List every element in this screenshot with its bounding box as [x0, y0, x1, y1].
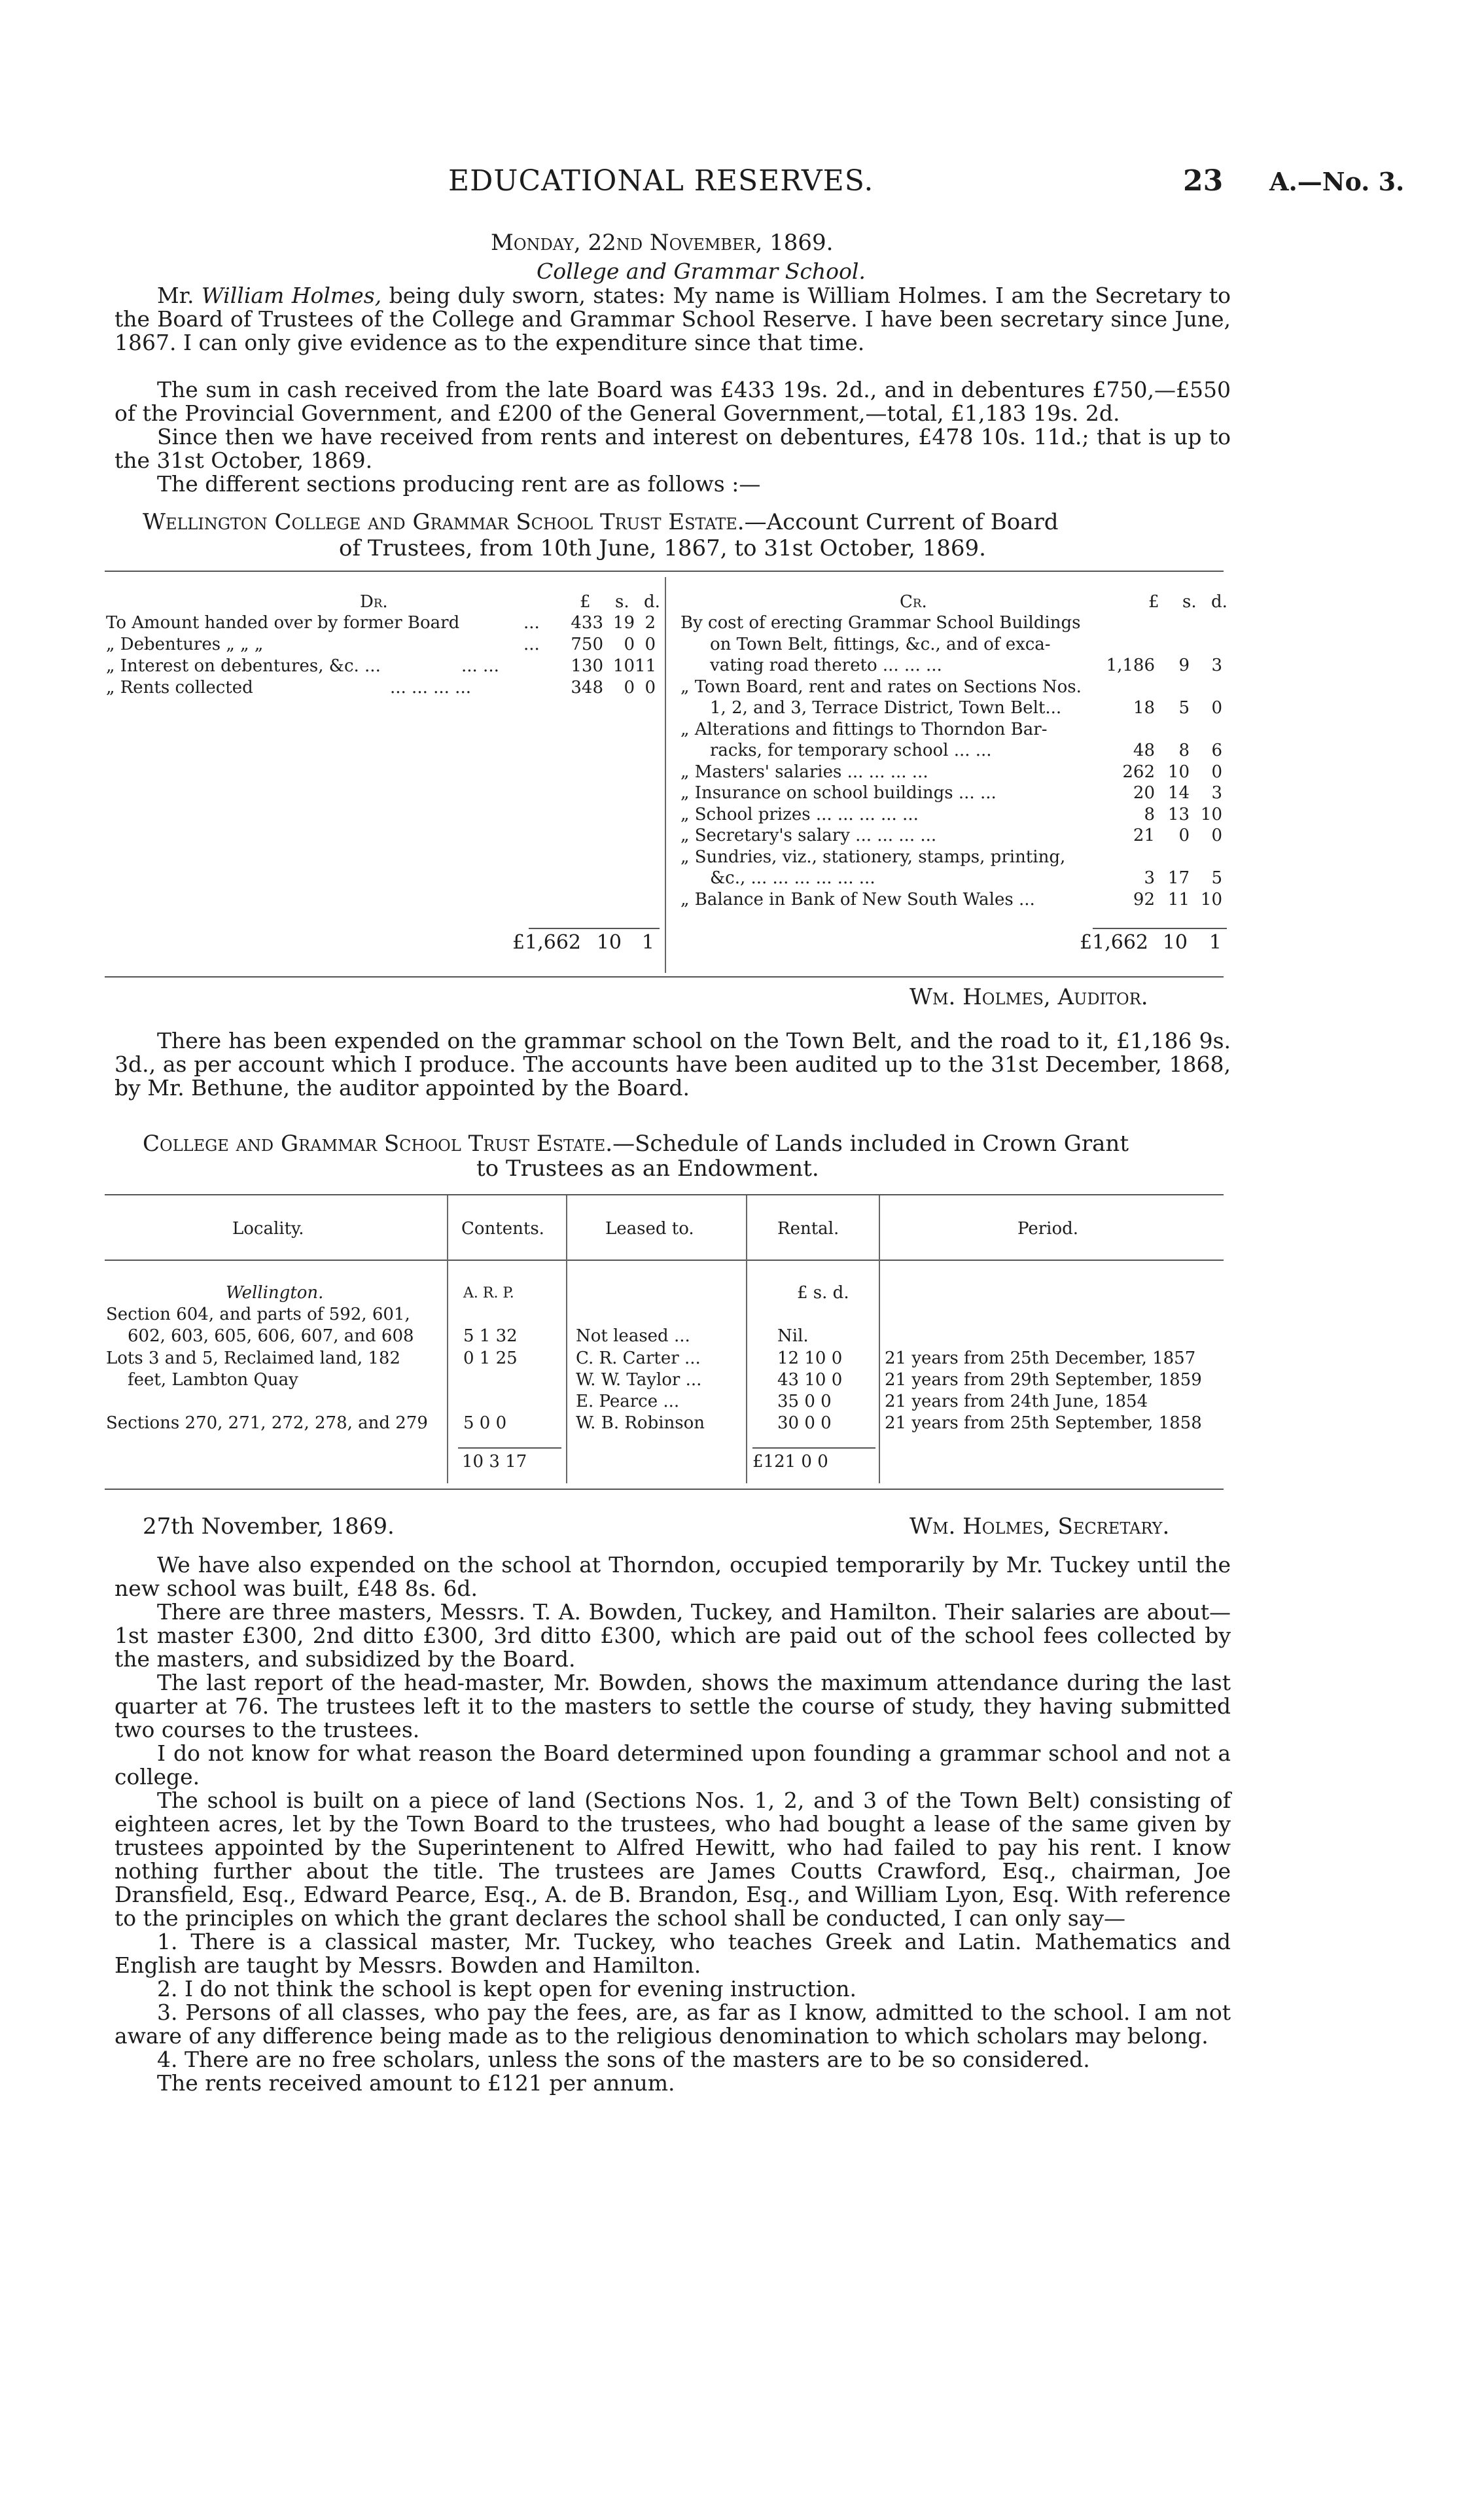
- account-title-line1: [143, 510, 1059, 534]
- dr-row-dots: ...: [523, 613, 540, 633]
- account-top-rule: [105, 571, 1224, 572]
- cr-row-pence: 0: [1211, 826, 1222, 845]
- cr-row-pounds: 21: [1133, 826, 1155, 845]
- cr-pound-label: £: [1148, 592, 1159, 612]
- cr-row-pence: 10: [1200, 889, 1222, 909]
- cr-pence-label: d.: [1211, 592, 1228, 612]
- schedule-locality: feet, Lambton Quay: [128, 1370, 298, 1390]
- dr-shilling-label: s.: [615, 592, 629, 612]
- dr-row-desc: „ Interest on debentures, &c. ...: [106, 656, 381, 676]
- total-rental: £121 0 0: [752, 1452, 828, 1472]
- dr-total-pence: 1: [641, 931, 654, 954]
- cr-row-pence: 0: [1211, 762, 1222, 782]
- dr-row-pence: 11: [635, 656, 657, 676]
- para1-text: being duly sworn, states: My name is William Holmes. I am the Secretary to the Board of Trustees of the College and Grammar School Reserve. I have been secretary since June, 1867. I can only give evidence as to the expenditure since that time.: [115, 283, 1231, 355]
- schedule-period: 21 years from 25th September, 1858: [885, 1413, 1202, 1433]
- cr-row-shillings: 9: [1178, 656, 1190, 675]
- cr-row-pence: 0: [1211, 698, 1222, 718]
- cr-row-pence: 6: [1211, 741, 1222, 760]
- paragraph-point-2: 2. I do not think the school is kept open for evening instruction.: [157, 1976, 857, 2001]
- cr-row-pence: 3: [1211, 656, 1222, 675]
- schedule-bottom-rule: [105, 1489, 1224, 1490]
- schedule-lessee: E. Pearce ...: [576, 1392, 680, 1411]
- schedule-locality: Sections 270, 271, 272, 278, and 279: [106, 1413, 428, 1433]
- account-bottom-rule: [105, 976, 1224, 978]
- account-title-rest: —Account Current of Board: [744, 509, 1059, 535]
- cr-row-shillings: 0: [1178, 826, 1190, 845]
- document-reference: A.—No. 3.: [1269, 167, 1405, 196]
- schedule-rental: 43 10 0: [777, 1370, 843, 1390]
- date-heading: Monday, 22nd November, 1869.: [491, 230, 834, 256]
- cr-row-desc: „ Balance in Bank of New South Wales ...: [680, 889, 1035, 909]
- dr-total-pounds: £1,662: [512, 931, 581, 954]
- cr-total-pence: 1: [1209, 931, 1222, 954]
- dr-row-desc: „ Rents collected: [106, 678, 253, 697]
- para1-lead: Mr.: [157, 283, 194, 308]
- rental-total-rule: [752, 1447, 875, 1449]
- cr-row-shillings: 5: [1178, 698, 1190, 718]
- dr-row-pence: 2: [645, 613, 656, 633]
- dr-row-pounds: 130: [571, 656, 603, 676]
- paragraph-rents-received: Since then we have received from rents and interest on debentures, £478 10s. 11d.; that is up to the 31st October, 1869.: [115, 424, 1231, 473]
- rental-units: £ s. d.: [797, 1283, 849, 1303]
- place-name: Wellington.: [226, 1283, 324, 1303]
- cr-row-pence: 3: [1211, 783, 1222, 803]
- schedule-locality: Lots 3 and 5, Reclaimed land, 182: [106, 1349, 400, 1368]
- paragraph-attendance: The last report of the head-master, Mr. Bowden, shows the maximum attendance during the last quarter at 76. The trustees left it to the masters to settle the course of study, they having submitted two courses to the trustees.: [115, 1670, 1231, 1742]
- paragraph-point-1: 1. There is a classical master, Mr. Tuckey, who teaches Greek and Latin. Mathematics and English are taught by Messrs. Bowden and Hamilton.: [115, 1929, 1231, 1978]
- page-number: 23: [1183, 164, 1224, 198]
- account-divider: [665, 577, 666, 973]
- schedule-title-line2: to Trustees as an Endowment.: [476, 1155, 819, 1182]
- col-divider-3: [746, 1195, 747, 1483]
- header-rental: Rental.: [777, 1219, 839, 1239]
- paragraph-sections: The different sections producing rent are as follows :—: [157, 471, 761, 497]
- schedule-lessee: W. B. Robinson: [576, 1413, 705, 1433]
- paragraph-point-3: 3. Persons of all classes, who pay the fees, are, as far as I know, admitted to the school. I am not aware of any difference being made as to the religious denomination to which scholars may belong.: [115, 2000, 1231, 2049]
- cr-row-desc: „ Alterations and fittings to Thorndon Bar-: [680, 719, 1048, 739]
- cr-row-desc: „ Town Board, rent and rates on Sections Nos.: [680, 677, 1082, 697]
- dr-row-dots: ... ...: [461, 656, 499, 676]
- cr-total-pounds: £1,662: [1080, 931, 1148, 954]
- schedule-locality: 602, 603, 605, 606, 607, and 608: [128, 1326, 414, 1346]
- header-contents: Contents.: [461, 1219, 544, 1239]
- cr-row-pounds: 48: [1133, 741, 1155, 760]
- schedule-contents: 5 0 0: [463, 1413, 507, 1433]
- cr-row-desc: „ Insurance on school buildings ... ...: [680, 783, 997, 803]
- cr-row-desc: „ Sundries, viz., stationery, stamps, printing,: [680, 847, 1066, 867]
- cr-row-shillings: 8: [1178, 741, 1190, 760]
- cr-row-pounds: 92: [1133, 889, 1155, 909]
- dr-row-shillings: 0: [624, 635, 635, 654]
- total-contents: 10 3 17: [462, 1452, 527, 1472]
- schedule-header-rule: [105, 1260, 1224, 1261]
- schedule-rental: 35 0 0: [777, 1392, 832, 1411]
- account-title-line2: of Trustees, from 10th June, 1867, to 31st October, 1869.: [339, 535, 986, 561]
- header-locality: Locality.: [232, 1219, 304, 1239]
- auditor-signature: Wm. Holmes, Auditor.: [910, 984, 1148, 1010]
- evidence-continued: [115, 1553, 1231, 2095]
- page-title: EDUCATIONAL RESERVES.: [448, 164, 874, 198]
- paragraph-thorndon: We have also expended on the school at Thorndon, occupied temporarily by Mr. Tuckey until the new school was built, £48 8s. 6d.: [115, 1552, 1231, 1601]
- schedule-period: 21 years from 29th September, 1859: [885, 1370, 1202, 1390]
- cr-row-desc: racks, for temporary school ... ...: [710, 741, 992, 760]
- paragraph-rents: The rents received amount to £121 per annum.: [157, 2070, 675, 2096]
- area-units: A. R. P.: [463, 1285, 514, 1301]
- schedule-date: 27th November, 1869.: [143, 1513, 395, 1540]
- paragraph-land: The school is built on a piece of land (Sections Nos. 1, 2, and 3 of the Town Belt) consisting of eighteen acres, let by the Town Board to the trustees, who had bought a lease of the same given by trustees appointed by the Superintenent to Alfred Hewitt, who had failed to pay his rent. I know nothing further about the title. The trustees are James Coutts Crawford, Esq., chairman, Joe Dransfield, Esq., Edward Pearce, Esq., A. de B. Brandon, Esq., and William Lyon, Esq. With reference to the principles on which the grant declares the school shall be conducted, I can only say—: [115, 1788, 1231, 1931]
- paragraph-cash-received: The sum in cash received from the late Board was £433 19s. 2d., and in debentures £750,—£550 of the Provincial Government, and £200 of the General Government,—total, £1,183 19s. 2d.: [115, 377, 1231, 426]
- cr-row-shillings: 17: [1167, 868, 1190, 888]
- cr-row-desc: 1, 2, and 3, Terrace District, Town Belt...: [710, 698, 1062, 718]
- cr-total-shillings: 10: [1162, 931, 1188, 954]
- cr-row-pounds: 18: [1133, 698, 1155, 718]
- paragraph-expended: There has been expended on the grammar school on the Town Belt, and the road to it, £1,186 9s. 3d., as per account which I produce. The accounts have been audited up to the 31st December, 1868, by Mr. Bethune, the auditor appointed by the Board.: [115, 1028, 1231, 1101]
- dr-row-pence: 0: [645, 678, 656, 697]
- schedule-rental: 30 0 0: [777, 1413, 832, 1433]
- dr-total-shillings: 10: [596, 931, 622, 954]
- subheading: College and Grammar School.: [537, 258, 866, 284]
- paragraph-point-4: 4. There are no free scholars, unless the sons of the masters are to be so considered.: [157, 2047, 1090, 2072]
- dr-row-dots: ...: [523, 635, 540, 654]
- dr-pound-label: £: [580, 592, 591, 612]
- witness-name: William Holmes,: [201, 283, 382, 308]
- cr-total-rule: [1093, 928, 1227, 929]
- schedule-top-rule: [105, 1194, 1224, 1195]
- dr-row-desc: To Amount handed over by former Board: [106, 613, 460, 633]
- dr-row-shillings: 10: [612, 656, 635, 676]
- col-divider-2: [566, 1195, 567, 1483]
- schedule-contents: 5 1 32: [463, 1326, 518, 1346]
- paragraph-witness-intro: [115, 284, 1231, 355]
- dr-row-shillings: 0: [624, 678, 635, 697]
- dr-row-dots: ... ... ... ...: [390, 678, 471, 697]
- cr-row-pounds: 8: [1144, 804, 1155, 824]
- schedule-title-rest: —Schedule of Lands included in Crown Grant: [612, 1131, 1129, 1157]
- cr-heading: Cr.: [900, 592, 927, 612]
- schedule-period: 21 years from 24th June, 1854: [885, 1392, 1148, 1411]
- cr-row-pounds: 20: [1133, 783, 1155, 803]
- cr-row-desc: „ Secretary's salary ... ... ... ...: [680, 826, 937, 845]
- cr-row-shillings: 11: [1167, 889, 1190, 909]
- schedule-title-sc: College and Grammar School Trust Estate.: [143, 1131, 613, 1157]
- schedule-contents: 0 1 25: [463, 1349, 518, 1368]
- account-title-sc: Wellington College and Grammar School Trust Estate.: [143, 509, 745, 535]
- cr-row-desc: „ Masters' salaries ... ... ... ...: [680, 762, 928, 782]
- cr-row-pounds: 1,186: [1106, 656, 1155, 675]
- dr-row-pounds: 348: [571, 678, 603, 697]
- col-divider-1: [447, 1195, 448, 1483]
- paragraph-reason: I do not know for what reason the Board determined upon founding a grammar school and not a college.: [115, 1740, 1231, 1790]
- cr-row-shillings: 13: [1167, 804, 1190, 824]
- dr-row-pence: 0: [645, 635, 656, 654]
- cr-row-pounds: 262: [1122, 762, 1155, 782]
- dr-row-desc: „ Debentures „ „ „: [106, 635, 264, 654]
- schedule-period: 21 years from 25th December, 1857: [885, 1349, 1196, 1368]
- header-period: Period.: [1017, 1219, 1079, 1239]
- secretary-signature: Wm. Holmes, Secretary.: [910, 1513, 1170, 1540]
- cr-row-desc: &c., ... ... ... ... ... ...: [710, 868, 875, 888]
- contents-total-rule: [458, 1447, 561, 1449]
- col-divider-4: [879, 1195, 880, 1483]
- dr-row-pounds: 750: [571, 635, 603, 654]
- cr-row-pence: 10: [1200, 804, 1222, 824]
- cr-row-desc: on Town Belt, fittings, &c., and of exca-: [710, 634, 1051, 654]
- schedule-lessee: Not leased ...: [576, 1326, 690, 1346]
- schedule-title-line1: [143, 1132, 1129, 1155]
- cr-row-pounds: 3: [1144, 868, 1155, 888]
- schedule-locality: Section 604, and parts of 592, 601,: [106, 1305, 410, 1324]
- dr-pence-label: d.: [644, 592, 660, 612]
- cr-row-desc: By cost of erecting Grammar School Buildings: [680, 613, 1081, 633]
- schedule-rental: Nil.: [777, 1326, 809, 1346]
- schedule-rental: 12 10 0: [777, 1349, 843, 1368]
- cr-row-shillings: 10: [1167, 762, 1190, 782]
- dr-total-rule: [529, 928, 660, 929]
- cr-row-desc: „ School prizes ... ... ... ... ...: [680, 804, 919, 824]
- dr-heading: Dr.: [360, 592, 388, 612]
- cr-shilling-label: s.: [1182, 592, 1197, 612]
- paragraph-masters: There are three masters, Messrs. T. A. Bowden, Tuckey, and Hamilton. Their salaries are about—1st master £300, 2nd ditto £300, 3rd ditto £300, which are paid out of the school fees collected by the masters, and subsidized by the Board.: [115, 1599, 1231, 1672]
- header-leased-to: Leased to.: [605, 1219, 694, 1239]
- schedule-lessee: C. R. Carter ...: [576, 1349, 701, 1368]
- cr-row-desc: vating road thereto ... ... ...: [710, 656, 942, 675]
- cr-row-shillings: 14: [1167, 783, 1190, 803]
- cr-row-pence: 5: [1211, 868, 1222, 888]
- dr-row-shillings: 19: [612, 613, 635, 633]
- schedule-lessee: W. W. Taylor ...: [576, 1370, 702, 1390]
- dr-row-pounds: 433: [571, 613, 603, 633]
